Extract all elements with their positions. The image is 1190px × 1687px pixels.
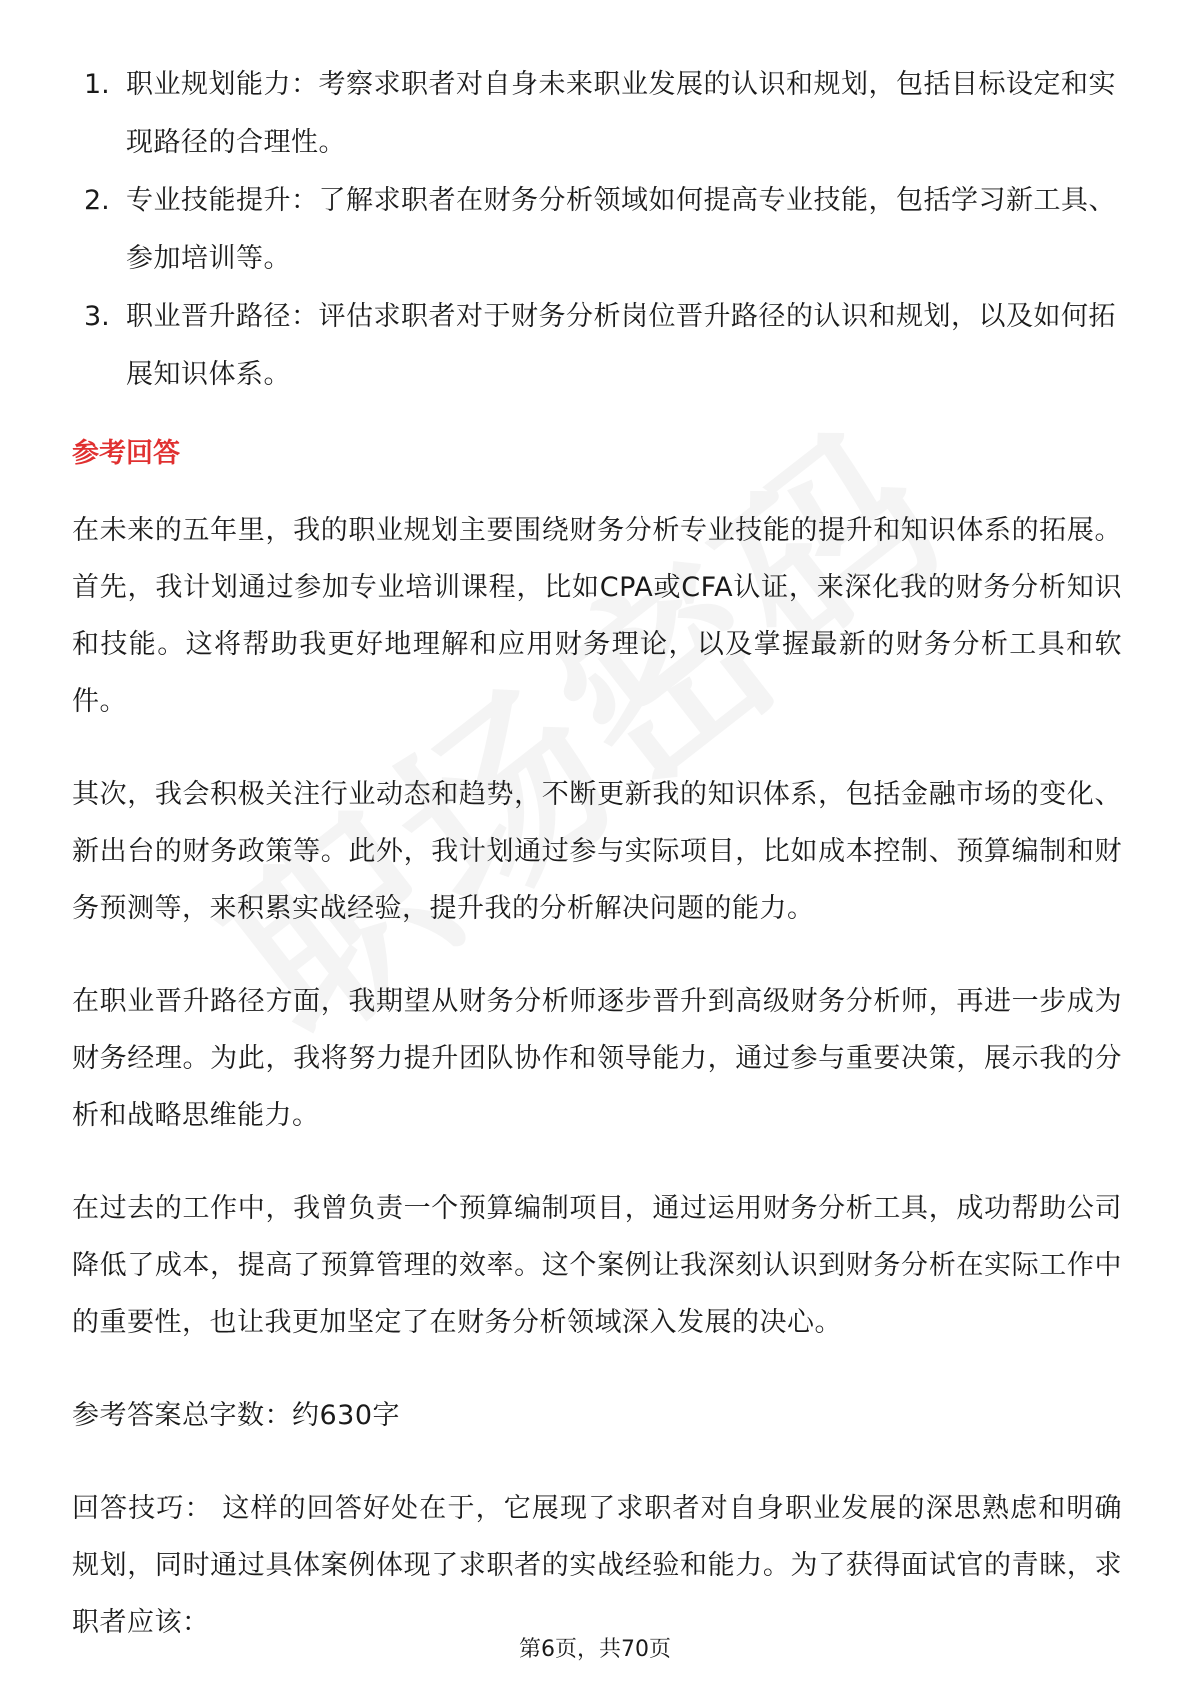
section-heading: 参考回答 bbox=[72, 438, 180, 469]
list-item-text: 职业晋升路径：评估求职者对于财务分析岗位晋升路径的认识和规划，以及如何拓展知识体系。 bbox=[126, 301, 1116, 390]
page-footer: 第6页，共70页 bbox=[519, 1637, 671, 1662]
list-item-text: 职业规划能力：考察求职者对自身未来职业发展的认识和规划，包括目标设定和实现路径的合理性。 bbox=[126, 69, 1116, 158]
list-item-text: 专业技能提升：了解求职者在财务分析领域如何提高专业技能，包括学习新工具、参加培训等。 bbox=[126, 185, 1116, 274]
list-number: 3. bbox=[84, 301, 110, 332]
list-number: 2. bbox=[84, 185, 110, 216]
word-count: 参考答案总字数：约630字 bbox=[72, 1400, 401, 1431]
numbered-list bbox=[72, 56, 1122, 404]
answer-tips: 回答技巧： 这样的回答好处在于，它展现了求职者对自身职业发展的深思熟虑和明确规划，同时通过具体案例体现了求职者的实战经验和能力。为了获得面试官的青睐，求职者应该： bbox=[72, 1493, 1122, 1638]
list-item bbox=[72, 172, 1122, 288]
paragraph: 在职业晋升路径方面，我期望从财务分析师逐步晋升到高级财务分析师，再进一步成为财务经理。为此，我将努力提升团队协作和领导能力，通过参与重要决策，展示我的分析和战略思维能力。 bbox=[72, 986, 1122, 1131]
list-item bbox=[72, 56, 1122, 172]
paragraph: 在未来的五年里，我的职业规划主要围绕财务分析专业技能的提升和知识体系的拓展。首先，我计划通过参加专业培训课程，比如CPA或CFA认证，来深化我的财务分析知识和技能。这将帮助我更好地理解和应用财务理论，以及掌握最新的财务分析工具和软件。 bbox=[72, 515, 1122, 717]
list-item bbox=[72, 288, 1122, 404]
paragraph: 其次，我会积极关注行业动态和趋势，不断更新我的知识体系，包括金融市场的变化、新出台的财务政策等。此外，我计划通过参与实际项目，比如成本控制、预算编制和财务预测等，来积累实战经验，提升我的分析解决问题的能力。 bbox=[72, 779, 1122, 924]
paragraph: 在过去的工作中，我曾负责一个预算编制项目，通过运用财务分析工具，成功帮助公司降低了成本，提高了预算管理的效率。这个案例让我深刻认识到财务分析在实际工作中的重要性，也让我更加坚定了在财务分析领域深入发展的决心。 bbox=[72, 1193, 1122, 1338]
list-number: 1. bbox=[84, 69, 110, 100]
document-body bbox=[72, 56, 1122, 1687]
